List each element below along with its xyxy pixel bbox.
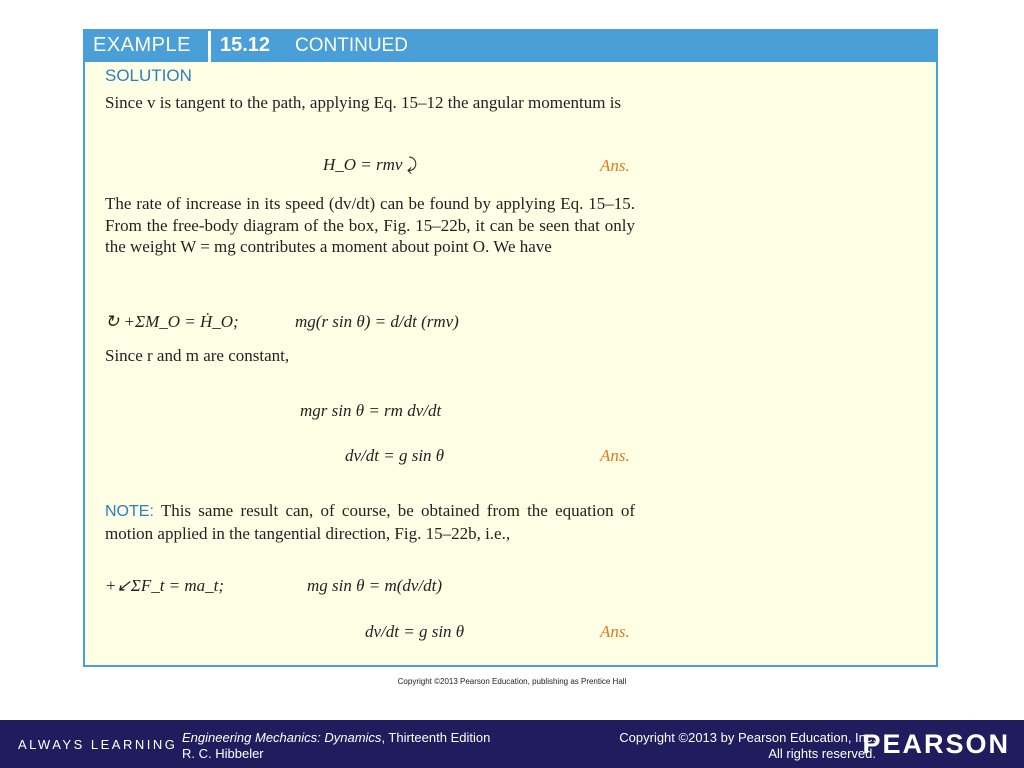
equation-2-right: mg(r sin θ) = d/dt (rmv): [295, 312, 459, 331]
paragraph-1: Since v is tangent to the path, applying Eq. 15–12 the angular momentum is: [105, 93, 622, 112]
book-title: Engineering Mechanics: Dynamics: [182, 730, 382, 745]
solution-label: SOLUTION: [105, 66, 192, 85]
example-header: [85, 31, 936, 62]
example-number: 15.12: [220, 34, 271, 56]
equation-5-left: +↙ΣF_t = ma_t;: [105, 576, 225, 595]
answer-label-2: Ans.: [600, 446, 630, 465]
example-card: [83, 29, 938, 667]
equation-5-right: mg sin θ = m(dv/dt): [307, 576, 443, 595]
counterclockwise-arrow-icon: ⤸: [406, 155, 417, 174]
answer-label-3: Ans.: [600, 622, 630, 641]
note-text: This same result can, of course, be obtained from the equation of motion applied in the tangential direction, Fig. 15–22b, i.e.,: [105, 501, 635, 543]
header-separator: [208, 31, 211, 62]
footer-copyright: [619, 730, 876, 762]
equation-4: dv/dt = g sin θ: [345, 446, 445, 465]
answer-label-1: Ans.: [600, 156, 630, 175]
always-learning-tagline: ALWAYS LEARNING: [18, 737, 178, 752]
equation-3: mgr sin θ = rm dv/dt: [300, 401, 442, 420]
example-label: EXAMPLE: [93, 34, 191, 56]
pearson-logo: PEARSON: [862, 729, 1010, 759]
note-paragraph: [105, 500, 635, 544]
book-edition: , Thirteenth Edition: [381, 730, 491, 745]
continued-label: CONTINUED: [295, 35, 408, 56]
footer-copyright-line2: All rights reserved.: [768, 746, 876, 761]
slide-copyright: Copyright ©2013 Pearson Education, publishing as Prentice Hall: [397, 677, 627, 686]
footer-copyright-line1: Copyright ©2013 by Pearson Education, Inc.: [619, 730, 876, 745]
note-label: NOTE:: [105, 503, 154, 520]
footer-bar: [0, 720, 1024, 768]
paragraph-3: Since r and m are constant,: [105, 346, 290, 365]
paragraph-2: The rate of increase in its speed (dv/dt) can be found by applying Eq. 15–15. From the free-body diagram of the box, Fig. 15–22b, it can be seen that only the weight W = mg contributes a moment about point O. We have: [105, 194, 635, 256]
book-author: R. C. Hibbeler: [182, 746, 264, 761]
equation-6: dv/dt = g sin θ: [365, 622, 465, 641]
equation-1: [323, 155, 417, 175]
book-info: [182, 730, 490, 762]
equation-1-text: H_O = rmv: [323, 155, 403, 174]
equation-2-left: ↻ +ΣM_O = Ḣ_O;: [105, 312, 239, 331]
